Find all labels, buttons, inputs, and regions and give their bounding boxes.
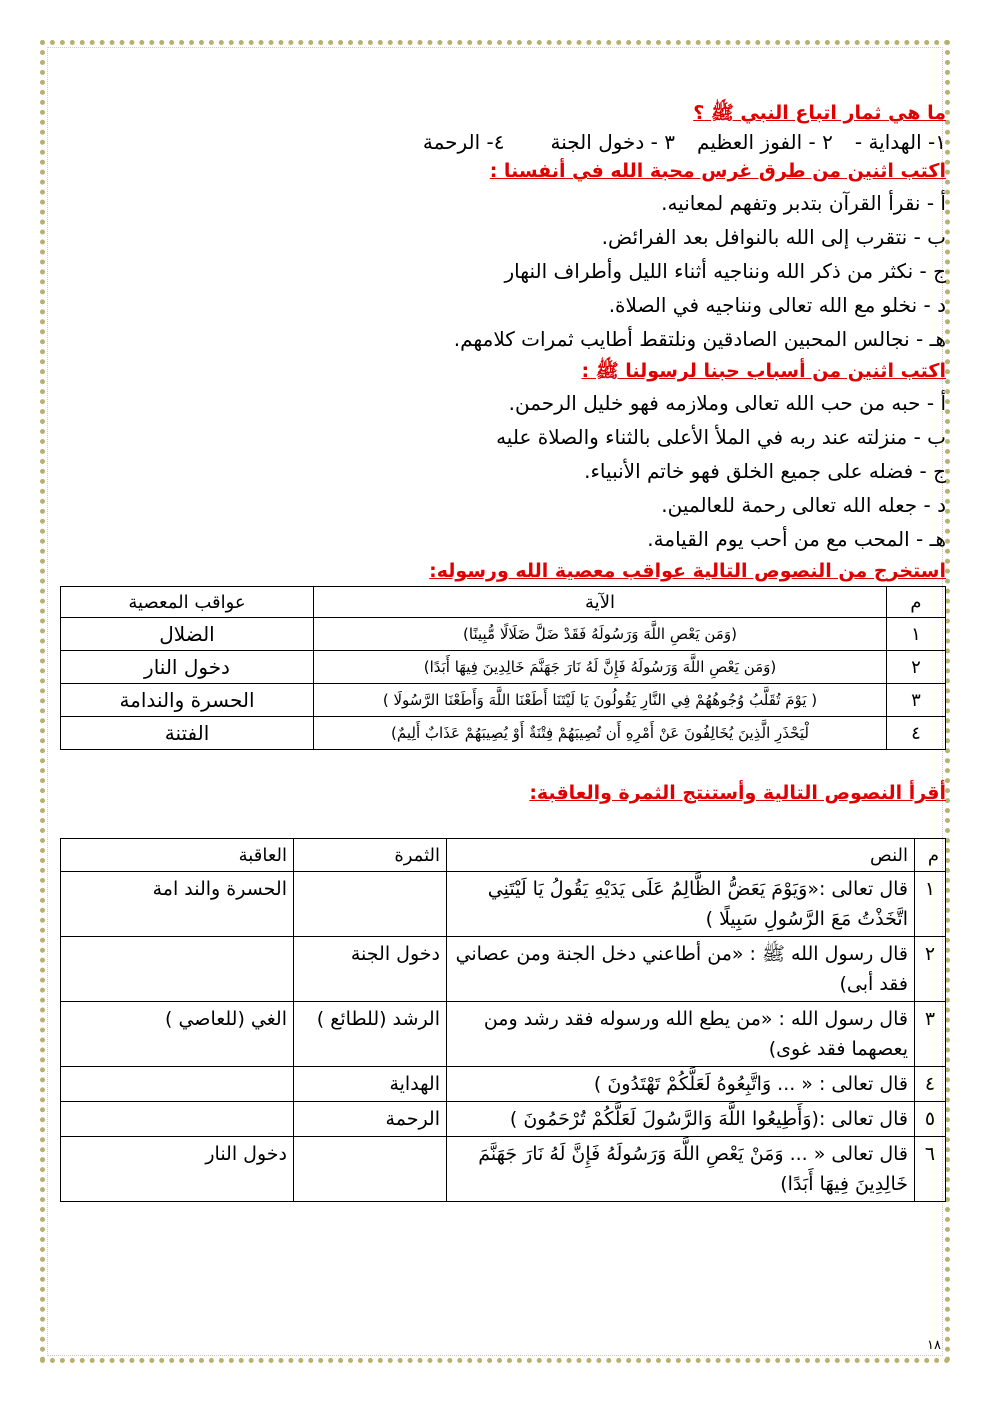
row-verse: (وَمَن يَعْصِ اللَّهَ وَرَسُولَهُ فَإِنَّ لَهُ نَارَ جَهَنَّمَ خَالِدِينَ فِيهَا أَبَدًا) <box>314 651 887 684</box>
row-num: ٥ <box>915 1102 946 1137</box>
row-num: ٤ <box>915 1067 946 1102</box>
col-num: م <box>887 587 946 618</box>
row-consequence: الغي (للعاصي ) <box>61 1002 294 1067</box>
heading-love-of-prophet: اكتب اثنين من أسباب حبنا لرسولنا ﷺ : <box>581 360 946 382</box>
list-item: هـ - المحب مع من أحب يوم القيامة. <box>647 527 946 551</box>
row-verse: ( يَوْمَ تُقَلَّبُ وُجُوهُهُمْ فِي النَّارِ يَقُولُونَ يَا لَيْتَنَا أَطَعْنَا اللَّهَ وَأَطَعْنَا الرَّسُولَا ) <box>314 684 887 717</box>
table-row <box>61 1137 946 1202</box>
row-consequence: دخول النار <box>61 651 314 684</box>
row-text: قال تعالى : « ... وَاتَّبِعُوهُ لَعَلَّكُمْ تَهْتَدُونَ ) <box>447 1067 915 1102</box>
row-num: ٤ <box>887 717 946 750</box>
table-row <box>61 872 946 937</box>
table-header-row <box>61 587 946 618</box>
table-row <box>61 1102 946 1137</box>
table-row <box>61 651 946 684</box>
col-consequence: العاقبة <box>61 839 294 872</box>
list-item: د - جعله الله تعالى رحمة للعالمين. <box>661 493 946 517</box>
col-verse: الآية <box>314 587 887 618</box>
table-row <box>61 717 946 750</box>
fruit-item: ١- الهداية - <box>854 130 946 154</box>
list-item: أ - نقرأ القرآن بتدبر وتفهم لمعانيه. <box>661 191 946 215</box>
fruits-consequences-table <box>60 838 946 1202</box>
list-item: د - نخلو مع الله تعالى ونناجيه في الصلاة. <box>608 293 946 317</box>
row-text: قال تعالى « ... وَمَنْ يَعْصِ اللَّهَ وَرَسُولَهُ فَإِنَّ لَهُ نَارَ جَهَنَّمَ خَالِدِينَ فِيهَا أَبَدًا) <box>447 1137 915 1202</box>
fruits-list <box>60 128 946 156</box>
list-item: ج - نكثر من ذكر الله ونناجيه أثناء الليل وأطراف النهار <box>504 259 946 283</box>
list-item: ج - فضله على جميع الخلق فهو خاتم الأنبياء. <box>584 459 946 483</box>
row-fruit: دخول الجنة <box>294 937 447 1002</box>
table-row <box>61 1002 946 1067</box>
table-row <box>61 1067 946 1102</box>
row-num: ٦ <box>915 1137 946 1202</box>
fruit-item: ٣ - دخول الجنة <box>550 130 676 154</box>
row-text: قال تعالى :(وَأَطِيعُوا اللَّهَ وَالرَّسُولَ لَعَلَّكُمْ تُرْحَمُونَ ) <box>447 1102 915 1137</box>
row-num: ٣ <box>915 1002 946 1067</box>
worksheet-content <box>60 98 946 1202</box>
table-row <box>61 937 946 1002</box>
row-consequence: الفتنة <box>61 717 314 750</box>
col-text: النص <box>447 839 915 872</box>
row-verse: لْيَحْذَرِ الَّذِينَ يُخَالِفُونَ عَنْ أَمْرِهِ أَن تُصِيبَهُمْ فِتْنَةٌ أَوْ يُصِيبَهُمْ عَذَابٌ أَلِيمٌ) <box>314 717 887 750</box>
list-item: أ - حبه من حب الله تعالى وملازمه فهو خليل الرحمن. <box>508 391 946 415</box>
consequences-table <box>60 586 946 750</box>
row-text: قال رسول الله ﷺ : «من أطاعني دخل الجنة ومن عصاني فقد أبى) <box>447 937 915 1002</box>
fruit-item: ٤- الرحمة <box>422 130 505 154</box>
row-text: قال تعالى :«وَيَوْمَ يَعَضُّ الظَّالِمُ عَلَى يَدَيْهِ يَقُولُ يَا لَيْتَنِي اتَّخَذْتُ مَعَ الرَّسُولِ سَبِيلًا ) <box>447 872 915 937</box>
heading-fruits: ما هي ثمار اتباع النبي ﷺ ؟ <box>693 102 946 124</box>
row-consequence <box>61 937 294 1002</box>
list-item: ب - نتقرب إلى الله بالنوافل بعد الفرائض. <box>601 225 946 249</box>
fruit-item: ٢ - الفوز العظيم <box>697 130 833 154</box>
row-num: ٢ <box>915 937 946 1002</box>
row-num: ١ <box>915 872 946 937</box>
row-consequence: الحسرة والند امة <box>61 872 294 937</box>
col-fruit: الثمرة <box>294 839 447 872</box>
list-item: هـ - نجالس المحبين الصادقين ونلتقط أطايب ثمرات كلامهم. <box>453 327 946 351</box>
table-row <box>61 684 946 717</box>
row-fruit <box>294 1137 447 1202</box>
row-consequence: دخول النار <box>61 1137 294 1202</box>
table-header-row <box>61 839 946 872</box>
col-num: م <box>915 839 946 872</box>
row-consequence <box>61 1067 294 1102</box>
heading-love-of-allah: اكتب اثنين من طرق غرس محبة الله في أنفسنا : <box>489 160 946 182</box>
heading-read-texts: أقرأ النصوص التالية وأستنتج الثمرة والعاقبة: <box>529 782 946 804</box>
row-fruit: الهداية <box>294 1067 447 1102</box>
row-fruit: الرشد (للطائع ) <box>294 1002 447 1067</box>
row-consequence <box>61 1102 294 1137</box>
row-num: ٣ <box>887 684 946 717</box>
row-fruit <box>294 872 447 937</box>
col-consequence: عواقب المعصية <box>61 587 314 618</box>
list-item: ب - منزلته عند ربه في الملأ الأعلى بالثناء والصلاة عليه <box>496 425 946 449</box>
row-fruit: الرحمة <box>294 1102 447 1137</box>
table-row <box>61 618 946 651</box>
row-consequence: الضلال <box>61 618 314 651</box>
row-text: قال رسول الله : «من يطع الله ورسوله فقد رشد ومن يعصهما فقد غوى) <box>447 1002 915 1067</box>
heading-consequences: استخرج من النصوص التالية عواقب معصية الله ورسوله: <box>429 560 946 582</box>
row-consequence: الحسرة والندامة <box>61 684 314 717</box>
row-num: ١ <box>887 618 946 651</box>
page-number: ١٨ <box>927 1338 941 1353</box>
row-verse: (وَمَن يَعْصِ اللَّهَ وَرَسُولَهُ فَقَدْ ضَلَّ ضَلَالًا مُّبِينًا) <box>314 618 887 651</box>
row-num: ٢ <box>887 651 946 684</box>
